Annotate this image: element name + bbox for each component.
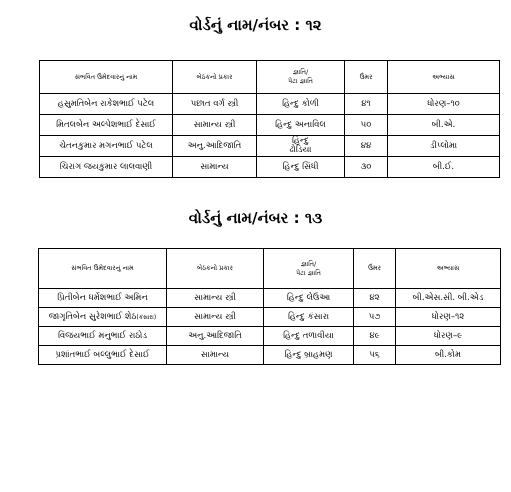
table-row: [40, 115, 500, 136]
education: ડીપ્લોમા: [388, 136, 500, 157]
header-seat-type: બેઠકનો પ્રકાર: [167, 249, 264, 289]
header-seat-type: બેઠકનો પ્રકાર: [173, 61, 257, 94]
seat-type: સામાન્ય સ્ત્રી: [167, 308, 264, 327]
header-education: અભ્યાસ: [396, 249, 501, 289]
table-row: [39, 346, 501, 365]
candidate-name: વિજયભાઈ મનુભાઈ રાઠોડ: [39, 327, 167, 346]
table-row: [40, 157, 500, 178]
caste: હિન્દુ તળાવીયા: [264, 327, 354, 346]
header-age: ઉંમર: [354, 249, 396, 289]
table-header-row: [40, 61, 500, 94]
header-caste: જ્ઞાતિ/ પેટા જ્ઞાતિ: [264, 249, 354, 289]
seat-type: અનુ.આદિજાતિ: [173, 136, 257, 157]
table-row: [40, 136, 500, 157]
ward-12-candidates-table: [39, 60, 500, 178]
candidate-name: ચેતનકુમાર મગનભાઈ પટેલ: [40, 136, 173, 157]
table-row: [39, 289, 501, 308]
age: ૫૭: [354, 308, 396, 327]
caste: હિન્દુ કંસારા: [264, 308, 354, 327]
ward-13-candidates-table: [38, 248, 501, 365]
education: બી.એસ.સી. બી.એડ: [396, 289, 501, 308]
education: બી.એ.: [388, 115, 500, 136]
age: ૫૬: [354, 346, 396, 365]
candidate-name-suffix: (કંસારા): [136, 313, 157, 321]
age: ૫૦: [345, 115, 388, 136]
education: બી.ઈ.: [388, 157, 500, 178]
table-row: [39, 308, 501, 327]
age: ૩૦: [345, 157, 388, 178]
age: ૪૪: [345, 136, 388, 157]
candidate-name: પ્રશાંતભાઈ બલ્લુભાઈ દેસાઈ: [39, 346, 167, 365]
age: ૪૯: [354, 327, 396, 346]
caste: હિન્દુ અનાવિલ: [257, 115, 345, 136]
caste: હિન્દુ લેઉઆ: [264, 289, 354, 308]
table-row: [39, 327, 501, 346]
candidate-name: જાગૃતિબેન સુરેશભાઈ શેઠ(કંસારા): [39, 308, 167, 327]
age: ૪૧: [345, 94, 388, 115]
education: ધોરણ–૧૨: [396, 308, 501, 327]
caste: હિન્દુ સિંધી: [257, 157, 345, 178]
seat-type: સામાન્ય સ્ત્રી: [173, 115, 257, 136]
header-name: સંભવિત ઉમેદવારનું નામ: [40, 61, 173, 94]
candidate-name: મિતલબેન અલ્પેશભાઈ દેસાઈ: [40, 115, 173, 136]
education: ધોરણ–૯: [396, 327, 501, 346]
candidate-name: હસુમતિબેન રાકેશભાઈ પટેલ: [40, 94, 173, 115]
seat-type: પછાત વર્ગ સ્ત્રી: [173, 94, 257, 115]
ward-13-title: વોર્ડનું નામ/નંબર : ૧૩: [188, 209, 323, 227]
education: બી.કોમ: [396, 346, 501, 365]
education: ધોરણ–૧૦: [388, 94, 500, 115]
header-age: ઉંમર: [345, 61, 388, 94]
header-caste: જ્ઞાતિ/ પેટા જ્ઞાતિ: [257, 61, 345, 94]
header-education: અભ્યાસ: [388, 61, 500, 94]
seat-type: સામાન્ય: [167, 346, 264, 365]
caste: હિન્દુ બ્રાહમણ: [264, 346, 354, 365]
caste: હિન્દુ કોળી: [257, 94, 345, 115]
candidate-name: ચિરાગ જયકુમાર લાલવાણી: [40, 157, 173, 178]
table-header-row: [39, 249, 501, 289]
caste: હિન્દુ ઢોડિયા: [257, 136, 345, 157]
seat-type: સામાન્ય: [173, 157, 257, 178]
age: ૪૨: [354, 289, 396, 308]
header-name: સંભવિત ઉમેદવારનું નામ: [39, 249, 167, 289]
table-row: [40, 94, 500, 115]
seat-type: સામાન્ય સ્ત્રી: [167, 289, 264, 308]
ward-12-title: વોર્ડનું નામ/નંબર : ૧૨: [189, 16, 322, 34]
seat-type: અનુ.આદિજાતિ: [167, 327, 264, 346]
candidate-name: પ્રિતીબેન ધર્મેશભાઈ અમિન: [39, 289, 167, 308]
